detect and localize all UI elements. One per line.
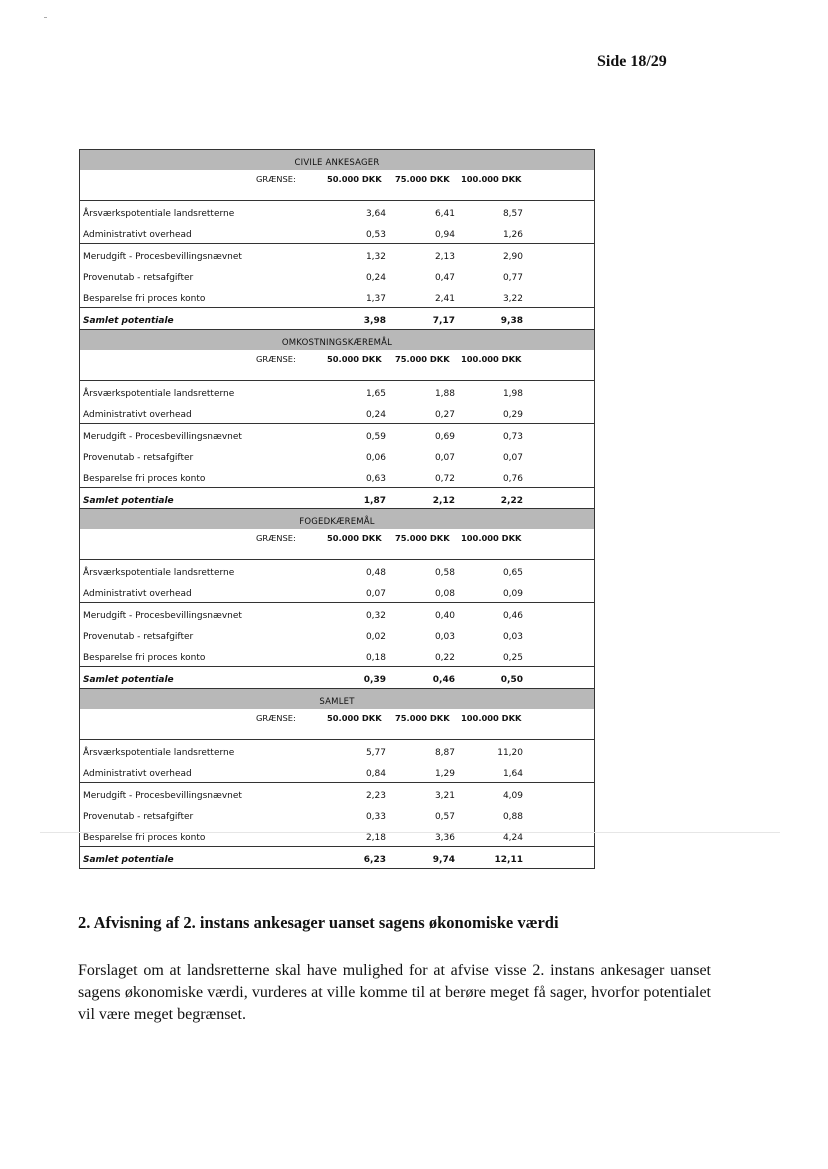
table-row (80, 761, 594, 782)
cell-value: 0,27 (434, 409, 455, 420)
table-row (80, 445, 594, 466)
cell-value: 1,32 (365, 252, 386, 262)
cell-value: 0,09 (502, 589, 523, 599)
cell-value: 1,65 (365, 388, 386, 399)
cell-value: 0,06 (365, 452, 386, 463)
cell-value: 0,46 (432, 675, 455, 685)
table-row (80, 201, 594, 222)
cell-value: 9,38 (500, 316, 523, 326)
table-title-band (79, 508, 595, 530)
cell-value: 0,58 (434, 568, 455, 578)
row-label: Merudgift - Procesbevillingsnævnet (83, 252, 242, 262)
row-label: Administrativt overhead (83, 230, 192, 240)
column-header: 75.000 DKK (395, 174, 450, 184)
row-label: Besparelse fri proces konto (83, 294, 206, 304)
table-row (80, 243, 594, 265)
cell-value: 0,69 (434, 431, 455, 442)
table-body (79, 381, 595, 510)
cell-value: 0,94 (434, 230, 455, 240)
table-row (80, 423, 594, 445)
table-title-band (79, 688, 595, 710)
cell-value: 3,64 (365, 209, 386, 219)
column-header: 50.000 DKK (327, 712, 382, 723)
cell-value: 0,07 (502, 452, 523, 463)
cell-value: 1,87 (363, 495, 386, 506)
cell-value: 0,40 (434, 611, 455, 621)
table-row (80, 602, 594, 624)
table-row (80, 466, 594, 487)
column-header: 50.000 DKK (327, 533, 382, 543)
cell-value: 0,53 (365, 230, 386, 240)
cell-value: 3,22 (502, 294, 523, 304)
cell-value: 0,65 (502, 568, 523, 578)
column-header: 75.000 DKK (395, 712, 450, 723)
cell-value: 1,37 (365, 294, 386, 304)
row-label: Provenutab - retsafgifter (83, 273, 194, 283)
cell-value: 0,03 (434, 632, 455, 642)
row-label: Merudgift - Procesbevillingsnævnet (83, 611, 242, 621)
cell-value: 0,39 (363, 675, 386, 685)
cost-tables (79, 149, 595, 867)
cell-value: 0,76 (502, 473, 523, 484)
cell-value: 0,22 (434, 653, 455, 663)
table-row (80, 265, 594, 286)
column-header: 75.000 DKK (395, 533, 450, 543)
scan-line (40, 832, 780, 833)
table-title: SAMLET (319, 696, 355, 707)
cell-value: 0,57 (434, 811, 455, 822)
cell-value: 0,46 (502, 611, 523, 621)
cell-value: 0,24 (365, 273, 386, 283)
cell-value: 0,25 (502, 653, 523, 663)
cell-value: 3,36 (434, 832, 455, 843)
total-row (80, 846, 594, 869)
table-row (80, 286, 594, 307)
cell-value: 1,26 (502, 230, 523, 240)
threshold-label: GRÆNSE: (256, 353, 296, 364)
row-label: Årsværkspotentiale landsretterne (83, 568, 235, 578)
total-row (80, 487, 594, 510)
cell-value: 0,59 (365, 431, 386, 442)
column-header: 100.000 DKK (461, 353, 522, 364)
row-label: Besparelse fri proces konto (83, 473, 206, 484)
total-row (80, 307, 594, 330)
cell-value: 2,41 (434, 294, 455, 304)
row-label: Besparelse fri proces konto (83, 653, 206, 663)
cell-value: 0,32 (365, 611, 386, 621)
cell-value: 0,77 (502, 273, 523, 283)
table-row (80, 825, 594, 846)
cell-value: 3,21 (434, 790, 455, 801)
cell-value: 8,87 (434, 747, 455, 758)
cell-value: 9,74 (432, 854, 455, 865)
cell-value: 6,23 (363, 854, 386, 865)
row-label: Samlet potentiale (83, 675, 174, 685)
cell-value: 0,07 (434, 452, 455, 463)
table-title: OMKOSTNINGSKÆREMÅL (281, 337, 393, 348)
threshold-label: GRÆNSE: (256, 174, 296, 184)
row-label: Merudgift - Procesbevillingsnævnet (83, 431, 242, 442)
cell-value: 1,88 (434, 388, 455, 399)
cell-value: 3,98 (363, 316, 386, 326)
cell-value: 2,23 (365, 790, 386, 801)
column-header: 75.000 DKK (395, 353, 450, 364)
table-title-band (79, 149, 595, 171)
body-paragraph: Forslaget om at landsretterne skal have mulighed for at afvise visse 2. instans ankesager uanset sagens økonomiske værdi, vurderes at ville komme til at berøre meget få sager, hvorfor potentialet vil være meget begrænset. (78, 962, 711, 1023)
row-label: Merudgift - Procesbevillingsnævnet (83, 790, 242, 801)
table-row (80, 782, 594, 804)
threshold-header-row (79, 170, 595, 201)
column-header: 100.000 DKK (461, 174, 522, 184)
cell-value: 11,20 (497, 747, 523, 758)
scan-speck (44, 17, 47, 18)
cell-value: 1,98 (502, 388, 523, 399)
table-fogedkaeremaal (79, 508, 595, 688)
row-label: Årsværkspotentiale landsretterne (83, 747, 235, 758)
table-row (80, 402, 594, 423)
threshold-header-row (79, 529, 595, 560)
row-label: Provenutab - retsafgifter (83, 632, 194, 642)
cell-value: 2,22 (500, 495, 523, 506)
row-label: Provenutab - retsafgifter (83, 452, 194, 463)
cell-value: 2,13 (434, 252, 455, 262)
cell-value: 5,77 (365, 747, 386, 758)
table-title: FOGEDKÆREMÅL (299, 517, 375, 527)
cell-value: 0,02 (365, 632, 386, 642)
table-title-band (79, 329, 595, 351)
row-label: Administrativt overhead (83, 589, 192, 599)
table-body (79, 560, 595, 689)
table-row (80, 804, 594, 825)
cell-value: 0,33 (365, 811, 386, 822)
row-label: Årsværkspotentiale landsretterne (83, 388, 235, 399)
cell-value: 1,64 (502, 768, 523, 779)
column-header: 100.000 DKK (461, 712, 522, 723)
cell-value: 0,07 (365, 589, 386, 599)
cell-value: 0,18 (365, 653, 386, 663)
cell-value: 0,84 (365, 768, 386, 779)
column-header: 100.000 DKK (461, 533, 522, 543)
row-label: Besparelse fri proces konto (83, 832, 206, 843)
cell-value: 1,29 (434, 768, 455, 779)
row-label: Samlet potentiale (83, 316, 174, 326)
table-civile-ankesager (79, 149, 595, 329)
table-omkostningskaeremaal (79, 329, 595, 509)
table-title: CIVILE ANKESAGER (294, 158, 380, 168)
table-row (80, 381, 594, 402)
table-samlet (79, 688, 595, 868)
threshold-label: GRÆNSE: (256, 712, 296, 723)
threshold-header-row (79, 350, 595, 381)
section-heading: 2. Afvisning af 2. instans ankesager uanset sagens økonomiske værdi (78, 913, 559, 932)
total-row (80, 666, 594, 689)
cell-value: 0,29 (502, 409, 523, 420)
table-row (80, 624, 594, 645)
threshold-label: GRÆNSE: (256, 533, 296, 543)
cell-value: 0,08 (434, 589, 455, 599)
cell-value: 8,57 (502, 209, 523, 219)
cell-value: 0,88 (502, 811, 523, 822)
cell-value: 0,73 (502, 431, 523, 442)
row-label: Administrativt overhead (83, 409, 192, 420)
cell-value: 7,17 (432, 316, 455, 326)
row-label: Årsværkspotentiale landsretterne (83, 209, 235, 219)
cell-value: 2,90 (502, 252, 523, 262)
cell-value: 0,72 (434, 473, 455, 484)
column-header: 50.000 DKK (327, 174, 382, 184)
table-body (79, 201, 595, 330)
cell-value: 6,41 (434, 209, 455, 219)
cell-value: 2,12 (432, 495, 455, 506)
column-header: 50.000 DKK (327, 353, 382, 364)
table-row (80, 581, 594, 602)
table-row (80, 560, 594, 581)
page-number: Side 18/29 (597, 53, 667, 70)
cell-value: 2,18 (365, 832, 386, 843)
row-label: Administrativt overhead (83, 768, 192, 779)
cell-value: 0,63 (365, 473, 386, 484)
table-row (80, 645, 594, 666)
row-label: Samlet potentiale (83, 495, 174, 506)
cell-value: 0,50 (500, 675, 523, 685)
table-row (80, 740, 594, 761)
row-label: Samlet potentiale (83, 854, 174, 865)
cell-value: 0,24 (365, 409, 386, 420)
cell-value: 0,47 (434, 273, 455, 283)
cell-value: 4,24 (502, 832, 523, 843)
table-row (80, 222, 594, 243)
row-label: Provenutab - retsafgifter (83, 811, 194, 822)
cell-value: 0,48 (365, 568, 386, 578)
threshold-header-row (79, 709, 595, 740)
table-body (79, 740, 595, 869)
cell-value: 12,11 (494, 854, 523, 865)
cell-value: 4,09 (502, 790, 523, 801)
cell-value: 0,03 (502, 632, 523, 642)
